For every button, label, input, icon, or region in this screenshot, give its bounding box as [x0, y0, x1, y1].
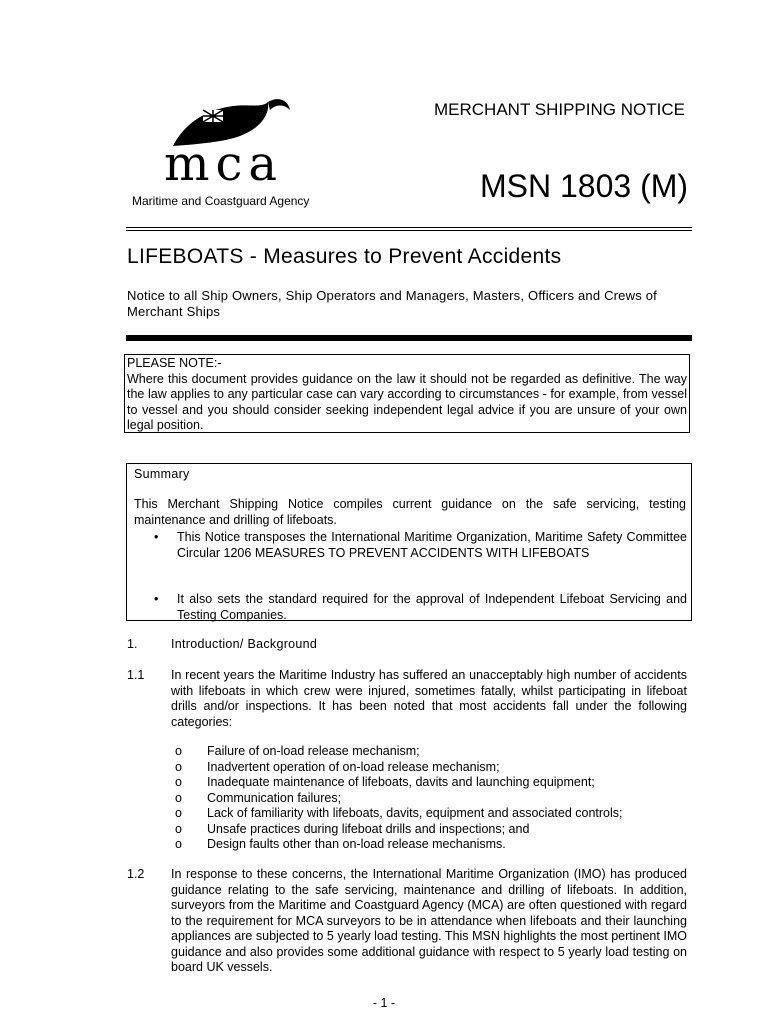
- please-note-heading: PLEASE NOTE:-: [127, 356, 222, 370]
- summary-intro: This Merchant Shipping Notice compiles current guidance on the safe servicing, testing maintenance and drilling of lifeboats.: [134, 497, 686, 527]
- list-item-text: Inadvertent operation of on-load release mechanism;: [207, 759, 500, 774]
- summary-heading: Summary: [134, 467, 190, 481]
- addressees: Notice to all Ship Owners, Ship Operators and Managers, Masters, Officers and Crews of Merchant Ships: [127, 288, 657, 319]
- summary-box: [126, 463, 692, 621]
- please-note-box: [124, 354, 690, 433]
- paragraph-1-1: In recent years the Maritime Industry has suffered an unacceptably high number of accidents with lifeboats in which crew were injured, sometimes fatally, whilst participating in lifeboat drills and/or inspections. It has been noted that most accidents fall under the following categories:: [171, 668, 687, 729]
- list-item-text: Design faults other than on-load release mechanisms.: [207, 837, 506, 851]
- bullet-marker: •: [154, 530, 159, 544]
- list-marker: o: [175, 806, 182, 820]
- msn-code: MSN 1803 (M): [480, 168, 689, 204]
- logo-letters: mca: [164, 136, 284, 192]
- bullet-marker: •: [154, 592, 159, 606]
- title-divider: [126, 335, 692, 341]
- list-marker: o: [175, 790, 182, 805]
- agency-name: Maritime and Coastguard Agency: [132, 194, 310, 208]
- list-item-text: Unsafe practices during lifeboat drills and inspections; and: [207, 821, 530, 836]
- please-note-body: Where this document provides guidance on the law it should not be regarded as definitive. The way the law applies to any particular case can vary according to circumstances - for example, from vessel to vessel and you should consider seeking independent legal advice if you are unsure of your own legal position.: [127, 371, 687, 432]
- list-item-text: Failure of on-load release mechanism;: [207, 744, 420, 758]
- header-divider-second: [126, 230, 692, 231]
- paragraph-number: 1.1: [127, 668, 145, 682]
- list-item-text: Communication failures;: [207, 790, 342, 805]
- header-divider: [126, 227, 692, 228]
- list-marker: o: [175, 821, 182, 836]
- list-item-text: Lack of familiarity with lifeboats, davits, equipment and associated controls;: [207, 806, 623, 820]
- section-number: 1.: [127, 637, 138, 651]
- list-marker: o: [175, 759, 182, 774]
- list-marker: o: [175, 744, 182, 758]
- page-number: - 1 -: [372, 996, 396, 1010]
- paragraph-1-2: In response to these concerns, the International Maritime Organization (IMO) has produced guidance relating to the safe servicing, maintenance and drilling of lifeboats. In addition, surveyors from the Maritime and Coastguard Agency (MCA) are often questioned with regard to the requirement for MCA surveyors to be in attendance when lifeboats and their launching appliances are subjected to 5 yearly load testing. This MSN highlights the most pertinent IMO guidance and also provides some additional guidance with respect to 5 yearly load testing on board UK vessels.: [171, 867, 687, 974]
- summary-bullet-text: It also sets the standard required for the approval of Independent Lifeboat Servicing and Testing Companies.: [177, 592, 687, 622]
- document-title: LIFEBOATS - Measures to Prevent Accidents: [127, 245, 562, 268]
- summary-bullet-text: This Notice transposes the International Maritime Organization, Maritime Safety Committee Circular 1206 MEASURES TO PREVENT ACCIDENTS WITH LIFEBOATS: [177, 530, 687, 560]
- section-heading: Introduction/ Background: [171, 637, 318, 651]
- paragraph-number: 1.2: [127, 867, 145, 881]
- list-item-text: Inadequate maintenance of lifeboats, davits and launching equipment;: [207, 775, 595, 789]
- list-marker: o: [175, 775, 182, 789]
- list-marker: o: [175, 837, 182, 851]
- mca-logo: [128, 96, 343, 214]
- notice-type: MERCHANT SHIPPING NOTICE: [434, 100, 685, 119]
